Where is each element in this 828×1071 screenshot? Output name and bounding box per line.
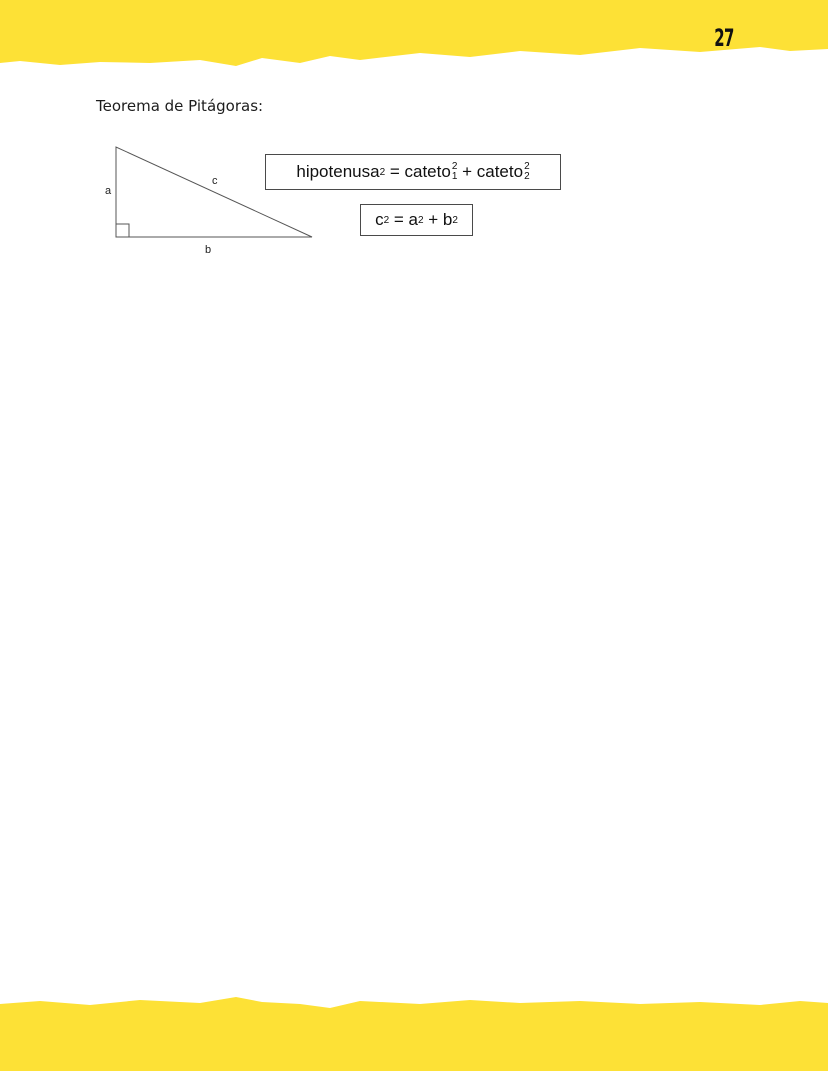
section-title: Teorema de Pitágoras:	[96, 97, 264, 115]
formula-index-exponent-2	[524, 162, 530, 182]
formula-a: a	[408, 210, 418, 229]
formula-short-box	[360, 204, 473, 236]
formula-term-cateto-2: cateto	[476, 162, 524, 181]
formula-equals: =	[385, 162, 405, 181]
formula-exponent: 2	[417, 214, 424, 226]
formula-term-hipotenusa: hipotenusa	[296, 162, 380, 181]
top-decorative-band	[0, 0, 828, 72]
formula-hypotenuse-box	[265, 154, 561, 190]
label-side-b: b	[205, 244, 212, 256]
pythagoras-figure	[96, 126, 578, 276]
formula-exponent: 2	[452, 214, 458, 226]
formula-subscript: 1	[451, 171, 458, 182]
label-side-a: a	[105, 185, 112, 197]
formula-equals: =	[389, 210, 409, 229]
formula-exponent: 2	[379, 166, 386, 178]
bottom-decorative-band	[0, 990, 828, 1071]
label-side-c: c	[212, 175, 218, 187]
formula-plus: +	[423, 210, 443, 229]
formula-exponent: 2	[451, 161, 458, 172]
formula-c: c	[375, 210, 384, 229]
formula-b: b	[442, 210, 453, 229]
formula-term-cateto-1: cateto	[404, 162, 451, 181]
formula-exponent: 2	[524, 161, 530, 172]
right-angle-marker	[116, 224, 129, 237]
formula-plus: +	[457, 162, 477, 181]
formula-exponent: 2	[383, 214, 390, 226]
page-number: 27	[714, 24, 734, 52]
formula-subscript: 2	[524, 171, 530, 182]
